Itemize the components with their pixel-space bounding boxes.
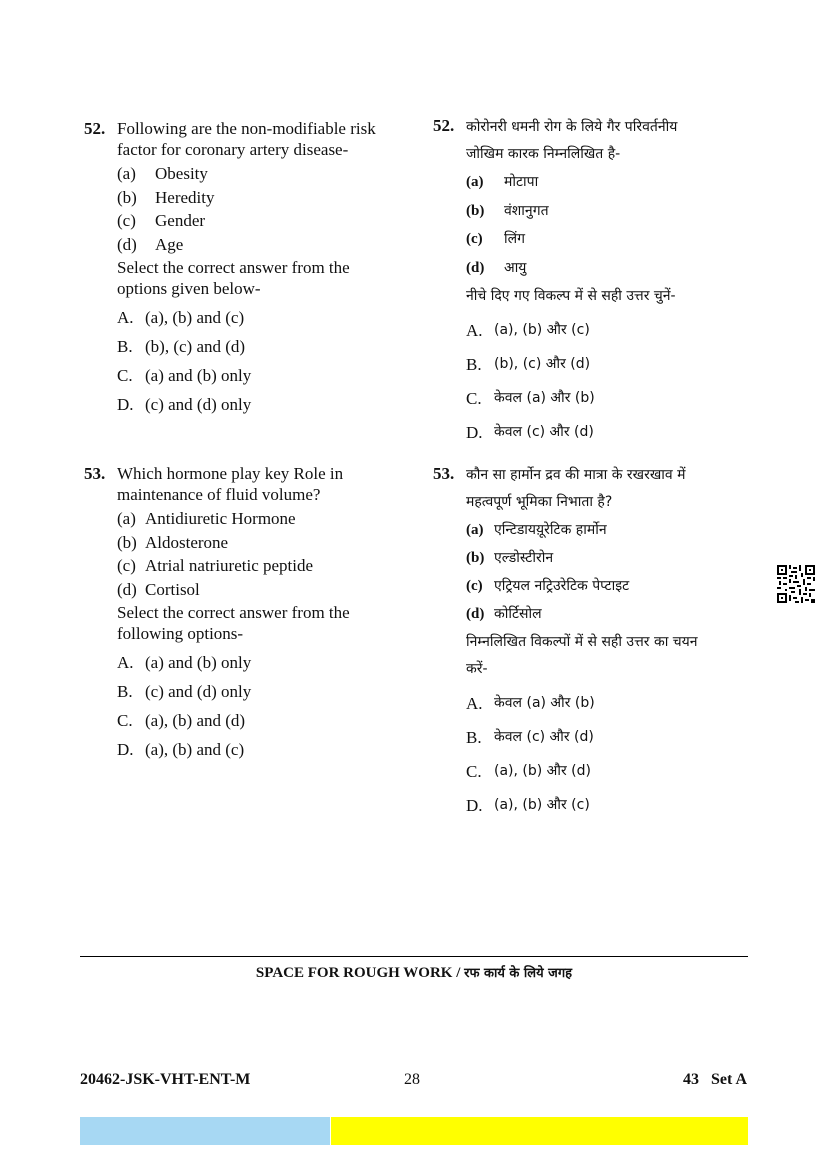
answer-choice: A. (a) and (b) only	[117, 653, 252, 672]
option: (a) एन्टिडायय़ूरेटिक हार्मोन	[466, 522, 607, 538]
answer-choice: D. (c) and (d) only	[117, 395, 252, 414]
question-53-en	[84, 463, 414, 760]
option: (b) Aldosterone	[117, 532, 229, 552]
option: (c) लिंग	[466, 231, 525, 247]
question-52-hi	[433, 114, 763, 446]
answer-choice: A. केवल (a) और (b)	[466, 694, 595, 713]
question-stem: Following are the non-modifiable risk factor for coronary artery disease-	[117, 119, 376, 159]
question-number: 52.	[433, 116, 455, 135]
hindi-column	[433, 114, 763, 819]
question-number: 52.	[84, 119, 106, 138]
answer-choice: B. (c) and (d) only	[117, 682, 252, 701]
option: (d) Age	[117, 234, 184, 254]
answer-choice: B. (b), (c) और (d)	[466, 355, 591, 374]
qr-code-icon	[777, 565, 815, 603]
option: (a) मोटापा	[466, 174, 539, 190]
question-number: 53.	[84, 464, 106, 483]
option: (d) कोर्टिसोल	[466, 606, 542, 622]
option: (b) Heredity	[117, 187, 215, 207]
question-stem: कौन सा हार्मोन द्रव की मात्रा के रखरखाव में महत्वपूर्ण भूमिका निभाता है?	[466, 467, 686, 510]
answer-choice: C. (a), (b) और (d)	[466, 762, 591, 781]
answer-choice: A. (a), (b) and (c)	[117, 308, 245, 327]
instruction: Select the correct answer from the following options-	[117, 603, 350, 643]
answer-choice: B. (b), (c) and (d)	[117, 337, 246, 356]
option: (a) Antidiuretic Hormone	[117, 509, 296, 528]
answer-choice: D. केवल (c) और (d)	[466, 423, 594, 442]
answer-choice: D. (a), (b) और (c)	[466, 796, 590, 815]
question-52-en	[84, 118, 414, 415]
instruction: Select the correct answer from the options given below-	[117, 258, 350, 298]
option: (c) Atrial natriuretic peptide	[117, 556, 314, 575]
footer-color-bar-yellow	[331, 1117, 748, 1145]
page-number: 28	[404, 1071, 420, 1088]
question-53-hi	[433, 462, 763, 819]
question-stem: Which hormone play key Role in maintenance of fluid volume?	[117, 464, 344, 504]
answer-choice: D. (a), (b) and (c)	[117, 740, 245, 759]
option: (b) एल्डोस्टीरोन	[466, 550, 554, 566]
option: (d) Cortisol	[117, 579, 200, 599]
answer-choice: C. (a) and (b) only	[117, 366, 252, 385]
option: (d) आयु	[466, 259, 527, 276]
footer-color-bar-blue	[80, 1117, 330, 1145]
rough-work-divider	[80, 956, 748, 957]
answer-choice: C. (a), (b) and (d)	[117, 711, 246, 730]
instruction: नीचे दिए गए विकल्प में से सही उत्तर चुनें-	[466, 288, 676, 304]
footer-set: 43 Set A	[683, 1071, 747, 1088]
question-number: 53.	[433, 464, 455, 483]
question-stem: कोरोनरी धमनी रोग के लिये गैर परिवर्तनीय जोखिम कारक निम्नलिखित है-	[466, 119, 678, 162]
rough-work-heading: SPACE FOR ROUGH WORK / रफ कार्य के लिये जगह	[255, 965, 573, 981]
option: (b) वंशानुगत	[466, 202, 549, 219]
option: (c) एट्रियल नट्रिउरेटिक पेप्टाइट	[466, 578, 630, 594]
english-column	[84, 118, 414, 760]
option: (c) Gender	[117, 211, 206, 230]
footer-code: 20462-JSK-VHT-ENT-M	[80, 1071, 251, 1088]
answer-choice: C. केवल (a) और (b)	[466, 389, 595, 408]
answer-choice: A. (a), (b) और (c)	[466, 321, 590, 340]
answer-choice: B. केवल (c) और (d)	[466, 728, 594, 747]
option: (a) Obesity	[117, 164, 208, 183]
instruction: निम्नलिखित विकल्पों में से सही उत्तर का चयन करें-	[466, 634, 698, 677]
